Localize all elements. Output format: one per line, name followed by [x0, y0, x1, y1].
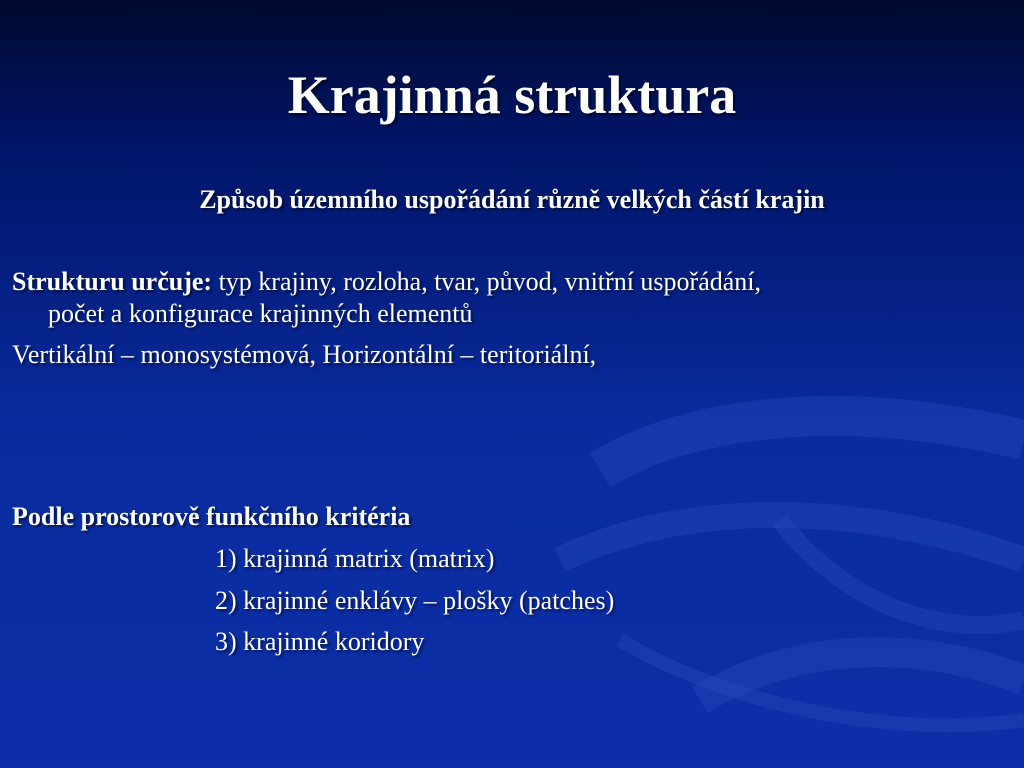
structure-paragraph — [12, 266, 1012, 330]
slide-subtitle: Způsob územního uspořádání různě velkých částí krajin — [199, 185, 825, 214]
vertical-horizontal-line: Vertikální – monosystémová, Horizontální – teritoriální, — [12, 340, 597, 369]
structure-text-line2: počet a konfigurace krajinných elementů — [48, 299, 473, 328]
criteria-item: 2) krajinné enklávy – plošky (patches) — [215, 586, 615, 615]
structure-label: Strukturu určuje: — [12, 267, 213, 296]
slide-title: Krajinná struktura — [287, 65, 737, 125]
criteria-item: 1) krajinná matrix (matrix) — [215, 544, 495, 573]
criteria-heading: Podle prostorově funkčního kritéria — [12, 502, 411, 531]
structure-text-line1: typ krajiny, rozloha, tvar, původ, vnitřní uspořádání, — [212, 267, 761, 296]
criteria-item: 3) krajinné koridory — [215, 627, 425, 656]
